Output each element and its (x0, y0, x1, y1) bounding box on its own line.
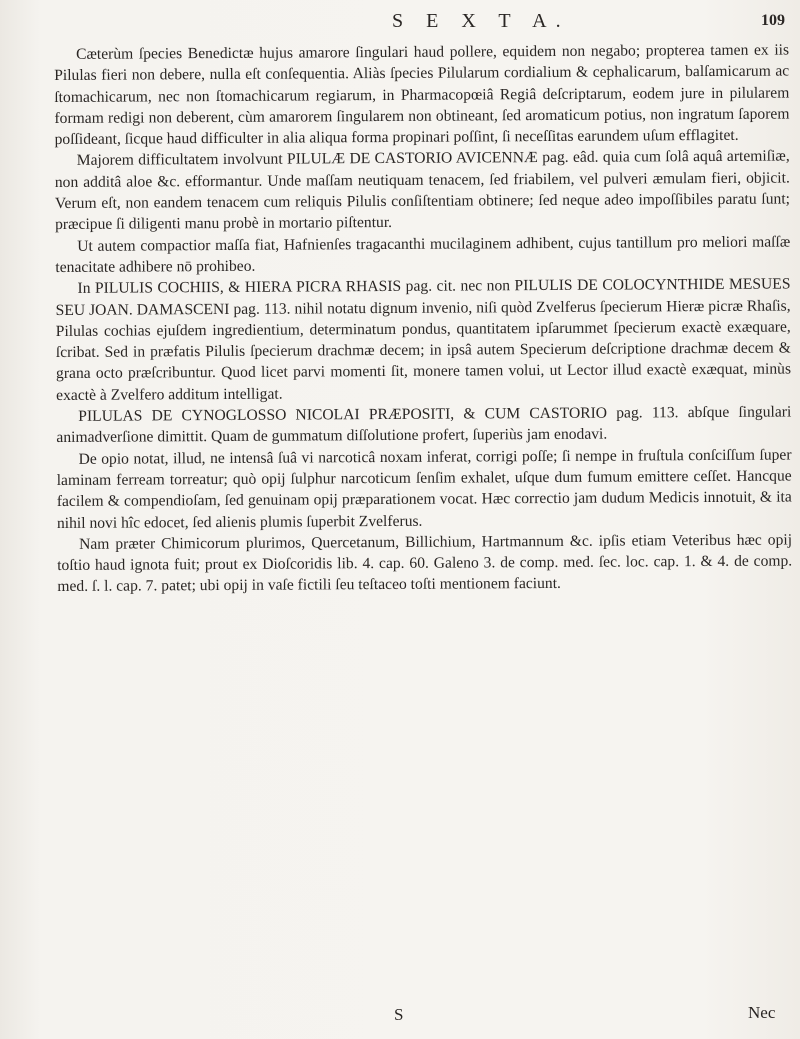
page-number: 109 (761, 12, 785, 29)
page-footer (0, 1005, 800, 1035)
paragraph-1: Cæterùm ſpecies Benedictæ hujus amarore ſingulari haud pollere, equidem non negabo; propterea tamen ex iis Pilulas fieri non debere, nulla eſt conſequentia. Aliàs ſpecies Pilularum cordialium & cephalicarum, balſamicarum ac ſtomachicarum, nec non ſtomachicarum regiarum, in Pharmacopœiâ Regiâ deſcriptarum, eodem jure in pilularem formam redigi non deberent, cùm amarorem ſingularem non obtineant, ſed aromaticum potius, non ingratum ſaporem poſſideant, ſicque haud difficulter in alia aliqua forma propinari poſſint, ſi neceſſitas earundem uſum efflagitet. (54, 41, 790, 149)
running-head (0, 6, 800, 40)
paragraph-2: Majorem difficultatem involvunt PILULÆ DE CASTORIO AVICENNÆ pag. eâd. quia cum ſolâ aquâ artemiſiæ, non additâ aloe &c. efformantur. Unde maſſam neutiquam tenacem, ſed friabilem, vel pulveri æmulam fieri, objicit. Verum eſt, non eandem tenacem cum reliquis Pilulis conſiſtentiam obtinere; ſed neque adeo impoſſibiles paratu ſunt; præcipue ſi diligenti manu probè in mortario piſtentur. (54, 147, 791, 234)
paragraph-3: Ut autem compactior maſſa fiat, Hafnienſes tragacanthi mucilaginem adhibent, cujus tantillum pro meliori maſſæ tenacitate adhibere nō prohibeo. (55, 233, 791, 276)
paragraph-7: Nam præter Chimicorum plurimos, Quercetanum, Billichium, Hartmannum &c. ipſis etiam Veteribus hæc opij toſtio haud ignota fuit; prout ex Dioſcoridis lib. 4. cap. 60. Galeno 3. de comp. med. ſec. loc. cap. 1. & 4. de comp. med. ſ. l. cap. 7. patet; ubi opij in vaſe fictili ſeu teſtaceo toſti mentionem faciunt. (57, 531, 793, 596)
paragraph-6: De opio notat, illud, ne intensâ ſuâ vi narcoticâ noxam inferat, corrigi poſſe; ſi nempe in fruſtula conſciſſum ſuper laminam ferream torreatur; quò opij ſulphur narcoticum ſenſim exhalet, uſque dum fumum emittere ceſſet. Hancque facilem & compendioſam, ſed genuinam opij præparationem vocat. Hæc correctio jam dudum Medicis innotuit, & ita nihil novi hîc edocet, ſed alienis plumis ſuperbit Zvelferus. (56, 446, 792, 532)
running-head-title: S E X T A. (392, 10, 570, 32)
signature-mark: S (394, 1005, 404, 1024)
paragraph-5: PILULAS DE CYNOGLOSSO NICOLAI PRÆPOSITI, & CUM CASTORIO pag. 113. abſque ſingulari animadverſione dimittit. Quam de gummatum diſſolutione profert, ſuperiùs jam enodavi. (56, 403, 792, 447)
catchword: Nec (748, 1003, 776, 1022)
paragraph-4: In PILULIS COCHIIS, & HIERA PICRA RHASIS pag. cit. nec non PILULIS DE COLOCYNTHIDE MESUES SEU JOAN. DAMASCENI pag. 113. nihil notatu dignum invenio, niſi quòd Zvelferus ſpecierum Hieræ picræ Rhaſis, Pilulas cochias ejuſdem ingredientium, determinatum pondus, quantitatem ipſarummet ſpecierum exactè exæquare, ſcribat. Sed in præfatis Pilulis ſpecierum drachmæ decem; in ipsâ autem Specierum deſcriptione drachmæ decem & grana octo præſcribuntur. Quod licet parvi momenti ſit, monere tamen volui, ut Lector illud exactè exæquat, minùs exactè à Zvelfero additum intelligat. (55, 275, 792, 404)
body-text (54, 40, 792, 598)
